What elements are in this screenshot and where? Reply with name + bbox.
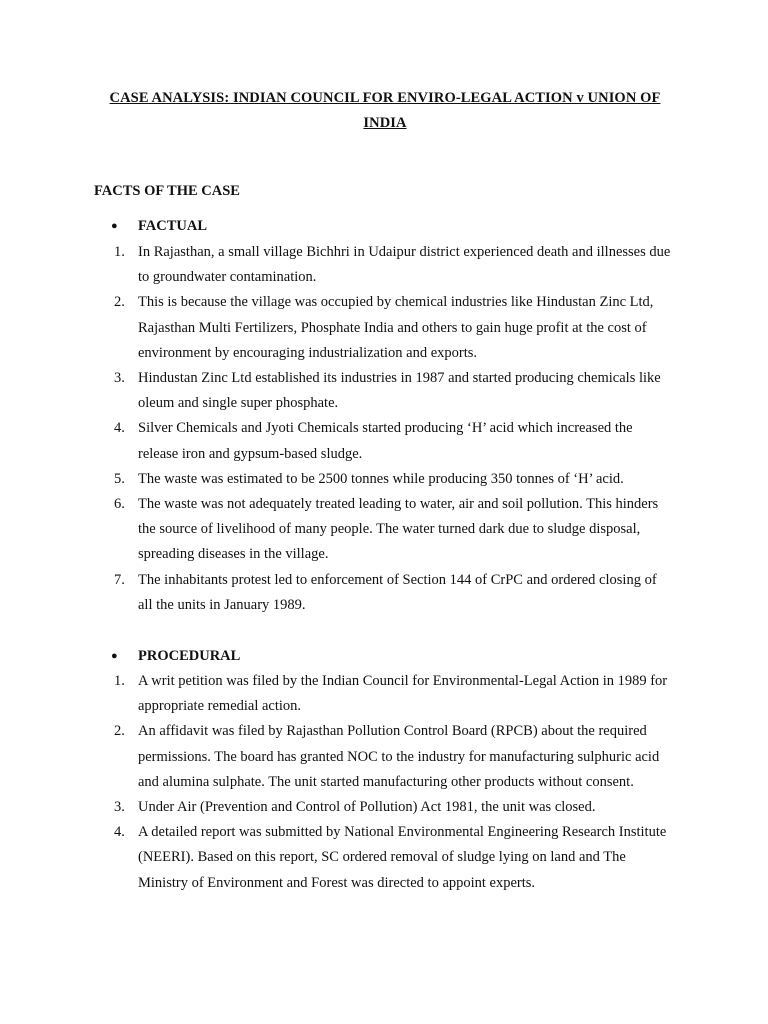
bullet-icon: ●	[111, 220, 118, 232]
list-item	[111, 492, 671, 568]
list-item	[111, 366, 671, 416]
bullet-icon: ●	[111, 650, 118, 662]
list-item-number: 2.	[114, 723, 125, 740]
list-item	[111, 240, 671, 290]
list-item-text: A writ petition was filed by the Indian Council for Environmental-Legal Action in 1989 for appropriate remedial action.	[138, 673, 668, 715]
procedural-list	[111, 669, 671, 896]
list-item-number: 4.	[114, 420, 125, 437]
subheading-procedural-label: PROCEDURAL	[138, 648, 241, 664]
list-item-text: Hindustan Zinc Ltd established its industries in 1987 and started producing chemicals like oleum and single super phosphate.	[138, 370, 661, 412]
list-item-number: 2.	[114, 294, 125, 311]
list-item-number: 7.	[114, 571, 125, 588]
list-item	[111, 568, 671, 618]
subheading-procedural	[111, 646, 240, 666]
list-item-number: 1.	[114, 673, 125, 689]
list-item-text: The waste was not adequately treated leading to water, air and soil pollution. This hinders the source of livelihood of many people. The water turned dark due to sludge disposal, spreading diseases in the village.	[138, 496, 659, 563]
list-item	[111, 795, 671, 820]
list-item	[111, 467, 671, 492]
list-item-text: An affidavit was filed by Rajasthan Pollution Control Board (RPCB) about the required permissions. The board has granted NOC to the industry for manufacturing sulphuric acid and alumina sulphate. The unit started manufacturing other products without consent.	[138, 723, 660, 790]
list-item-text: Under Air (Prevention and Control of Pollution) Act 1981, the unit was closed.	[138, 799, 596, 816]
list-item	[111, 669, 671, 719]
list-item-number: 3.	[114, 799, 125, 816]
list-item-text: In Rajasthan, a small village Bichhri in Udaipur district experienced death and illnesses due to groundwater contamination.	[138, 244, 671, 286]
list-item-text: Silver Chemicals and Jyoti Chemicals started producing ‘H’ acid which increased the release iron and gypsum-based sludge.	[138, 420, 633, 462]
list-item-text: The waste was estimated to be 2500 tonnes while producing 350 tonnes of ‘H’ acid.	[138, 470, 624, 487]
list-item-text: A detailed report was submitted by National Environmental Engineering Research Institute (NEERI). Based on this report, SC ordered removal of sludge lying on land and The Ministry of Environment and Forest was directed to appoint experts.	[138, 824, 667, 891]
list-item-number: 1.	[114, 244, 125, 260]
list-item-number: 4.	[114, 824, 125, 841]
section-heading-facts: FACTS OF THE CASE	[94, 183, 240, 199]
list-item-text: The inhabitants protest led to enforcement of Section 144 of CrPC and ordered closing of all the units in January 1989.	[138, 571, 657, 613]
subheading-factual-label: FACTUAL	[138, 218, 208, 234]
list-item-number: 3.	[114, 370, 125, 387]
list-item	[111, 820, 671, 896]
list-item-number: 5.	[114, 470, 125, 487]
subheading-factual	[111, 216, 207, 236]
list-item-number: 6.	[114, 496, 125, 513]
list-item-text: This is because the village was occupied by chemical industries like Hindustan Zinc Ltd, Rajasthan Multi Fertilizers, Phosphate India and others to gain huge profit at the cost of environment by encouraging industrialization and exports.	[138, 294, 654, 361]
document-title: CASE ANALYSIS: INDIAN COUNCIL FOR ENVIRO-LEGAL ACTION v UNION OF INDIA	[109, 90, 661, 131]
factual-list	[111, 240, 671, 618]
list-item	[111, 290, 671, 366]
list-item	[111, 719, 671, 795]
list-item	[111, 416, 671, 466]
